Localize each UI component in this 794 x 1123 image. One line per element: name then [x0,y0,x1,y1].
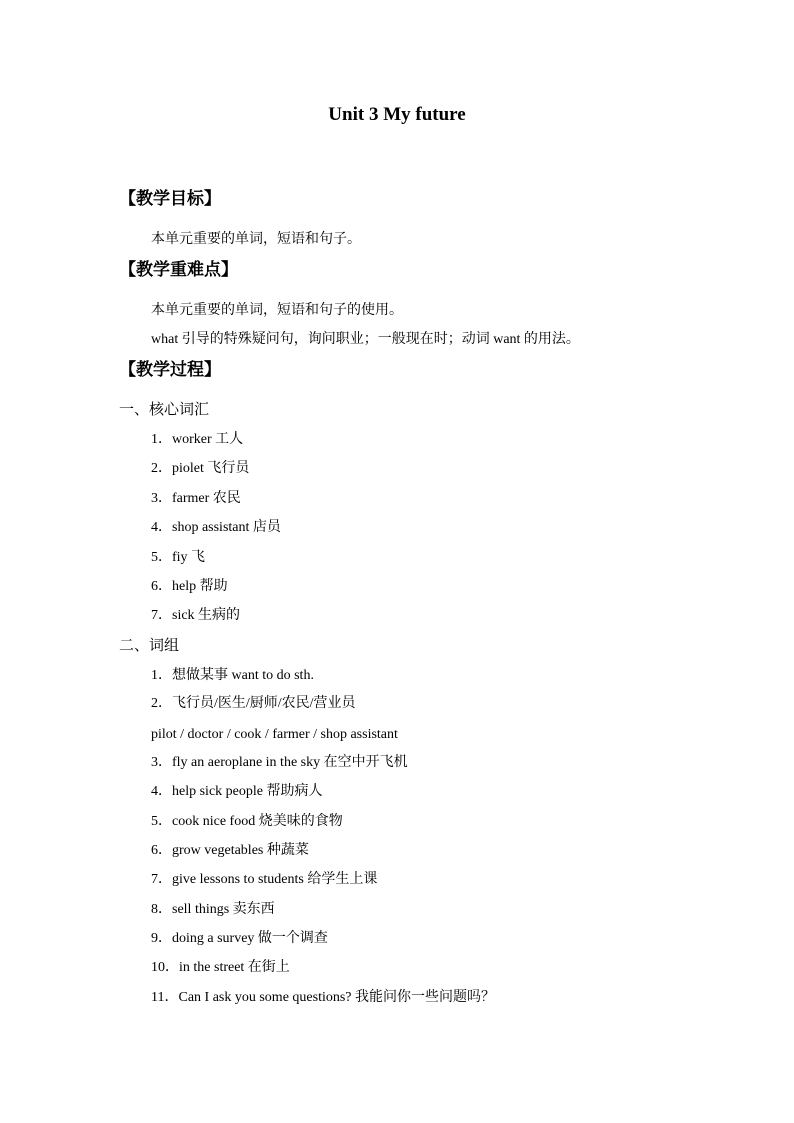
phrase-item: 7．give lessons to students 给学生上课 [151,872,378,887]
vocab-item: 3．farmer 农民 [151,491,241,506]
phrase-item: 6．grow vegetables 种蔬菜 [151,843,309,858]
phrase-item: pilot / doctor / cook / farmer / shop assistant [151,727,398,742]
phrase-item: 8．sell things 卖东西 [151,902,275,917]
phrase-item: 9．doing a survey 做一个调查 [151,931,328,946]
phrases-section-title: 二、词组 [119,638,180,654]
phrase-item: 1．想做某事 want to do sth. [151,668,314,683]
page-title: Unit 3 My future [328,104,466,125]
objectives-heading: 【教学目标】 [119,189,221,209]
vocab-item: 4．shop assistant 店员 [151,520,281,535]
phrase-item: 10．in the street 在街上 [151,960,290,975]
vocab-item: 2．piolet 飞行员 [151,461,250,476]
phrase-item: 3．fly an aeroplane in the sky 在空中开飞机 [151,755,408,770]
phrase-item: 2．飞行员/医生/厨师/农民/营业员 [151,696,356,711]
phrase-item: 5．cook nice food 烧美味的食物 [151,814,343,829]
phrase-item: 11．Can I ask you some questions? 我能问你一些问题吗？ [151,990,496,1005]
vocab-section-title: 一、核心词汇 [119,402,210,418]
vocab-item: 7．sick 生病的 [151,608,241,623]
process-heading: 【教学过程】 [119,360,221,380]
vocab-item: 6．help 帮助 [151,579,228,594]
key-points-heading: 【教学重难点】 [119,260,238,280]
objectives-text: 本单元重要的单词，短语和句子。 [151,232,361,247]
vocab-item: 5．fiy 飞 [151,550,206,565]
key-point-line: 本单元重要的单词，短语和句子的使用。 [151,303,403,318]
phrase-item: 4．help sick people 帮助病人 [151,784,323,799]
key-point-line: what 引导的特殊疑问句，询问职业；一般现在时；动词 want 的用法。 [151,332,580,347]
vocab-item: 1．worker 工人 [151,432,244,447]
